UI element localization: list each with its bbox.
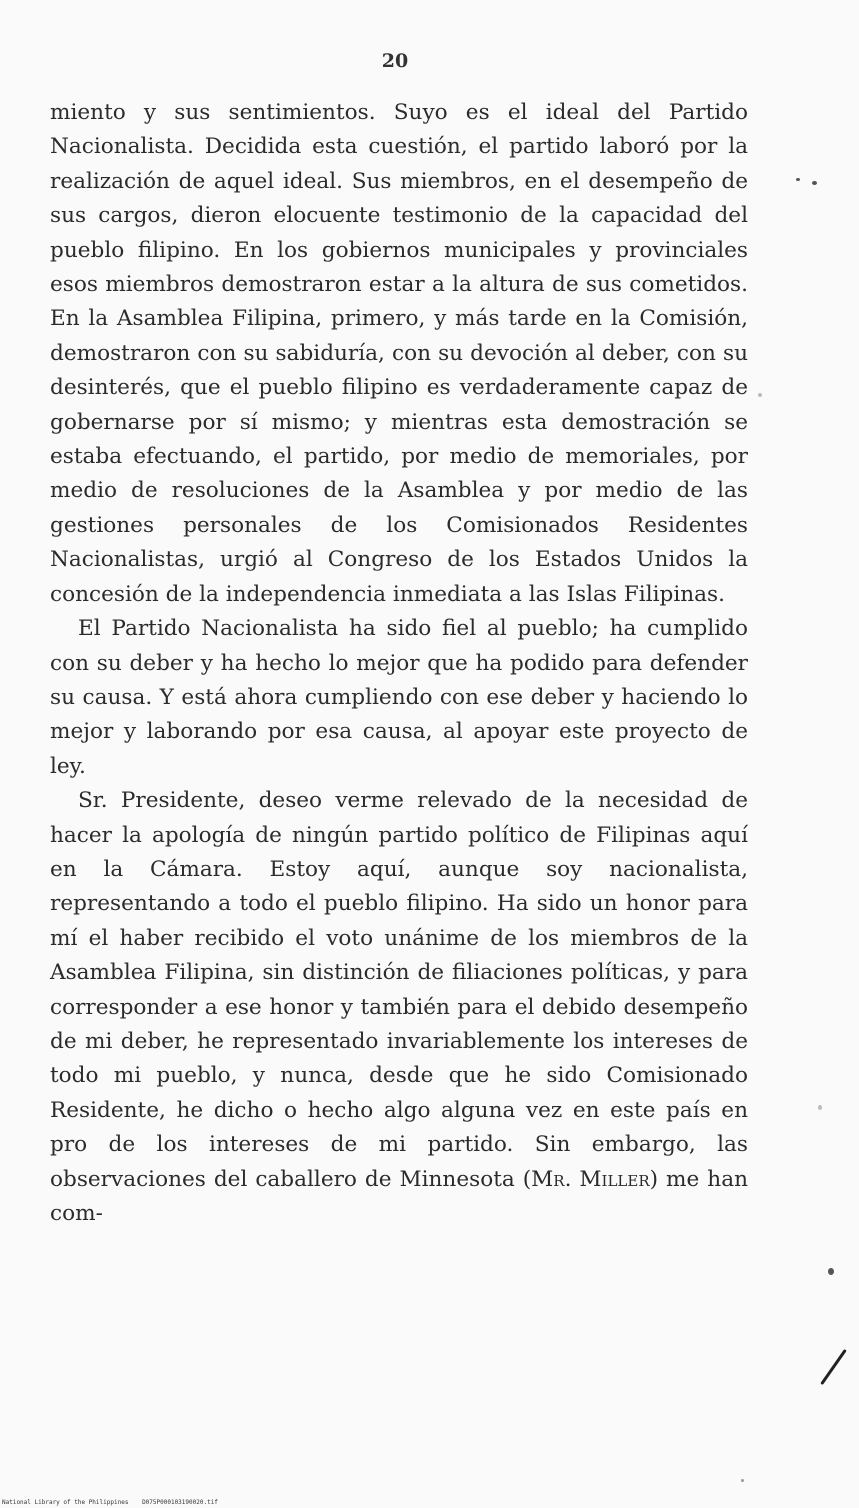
paragraph-1: miento y sus sentimientos. Suyo es el ideal del Partido Nacionalista. Decidida esta cuestión, el partido laboró por la realización de aquel ideal. Sus miembros, en el desempeño de sus cargos, dieron elocuente testimonio de la capacidad del pueblo filipino. En los gobiernos municipales y provinciales esos miembros demostraron estar a la altura de sus cometidos. En la Asamblea Filipina, primero, y más tarde en la Comisión, demostraron con su sabiduría, con su devoción al deber, con su desinterés, que el pueblo filipino es verdaderamente capaz de gobernarse por sí mismo; y mientras esta demostración se estaba efectuando, el partido, por medio de memoriales, por medio de resoluciones de la Asamblea y por medio de las gestiones personales de los Comisionados Residentes Nacionalistas, urgió al Congreso de los Estados Unidos la concesión de la independencia inmediata a las Islas Filipinas. (50, 100, 748, 607)
scan-speck (828, 1268, 834, 1275)
scan-speck (796, 178, 800, 181)
footer-file: D075P000103190020.tif (142, 1499, 218, 1506)
paragraph-3-text-before: Sr. Presidente, deseo verme relevado de la necesidad de hacer la apología de ningún partido político de Filipinas aquí en la Cámara. Estoy aquí, aunque soy nacionalista, representando a todo el pueblo filipino. Ha sido un honor para mí el haber recibido el voto unánime de los miembros de la Asamblea Filipina, sin distinción de filiaciones políticas, y para corresponder a ese honor y también para el debido desempeño de mi deber, he representado invariablemente los intereses de todo mi pueblo, y nunca, desde que he sido Comisionado Residente, he dicho o hecho algo alguna vez en este país en pro de los intereses de mi partido. Sin embargo, las observaciones del caballero de Minnesota ( (50, 788, 748, 1192)
body-text (50, 96, 748, 1231)
scan-speck (818, 1105, 822, 1110)
scan-speck (741, 1479, 744, 1482)
paragraph-3-text-after: ) me han com- (50, 1166, 748, 1226)
page-number: 20 (381, 50, 409, 72)
paragraph-3 (50, 784, 748, 1231)
footer-library: National Library of the Philippines (2, 1499, 129, 1506)
speaker-name: Mr. Miller (531, 1166, 650, 1192)
scan-speck (758, 393, 762, 397)
paragraph-2: El Partido Nacionalista ha sido fiel al pueblo; ha cumplido con su deber y ha hecho lo mejor que ha podido para defender su causa. Y está ahora cumpliendo con ese deber y haciendo lo mejor y laborando por esa causa, al apoyar este proyecto de ley. (50, 616, 748, 779)
scan-speck (812, 181, 817, 185)
scan-mark (820, 1349, 847, 1385)
scan-footer (2, 1499, 218, 1506)
